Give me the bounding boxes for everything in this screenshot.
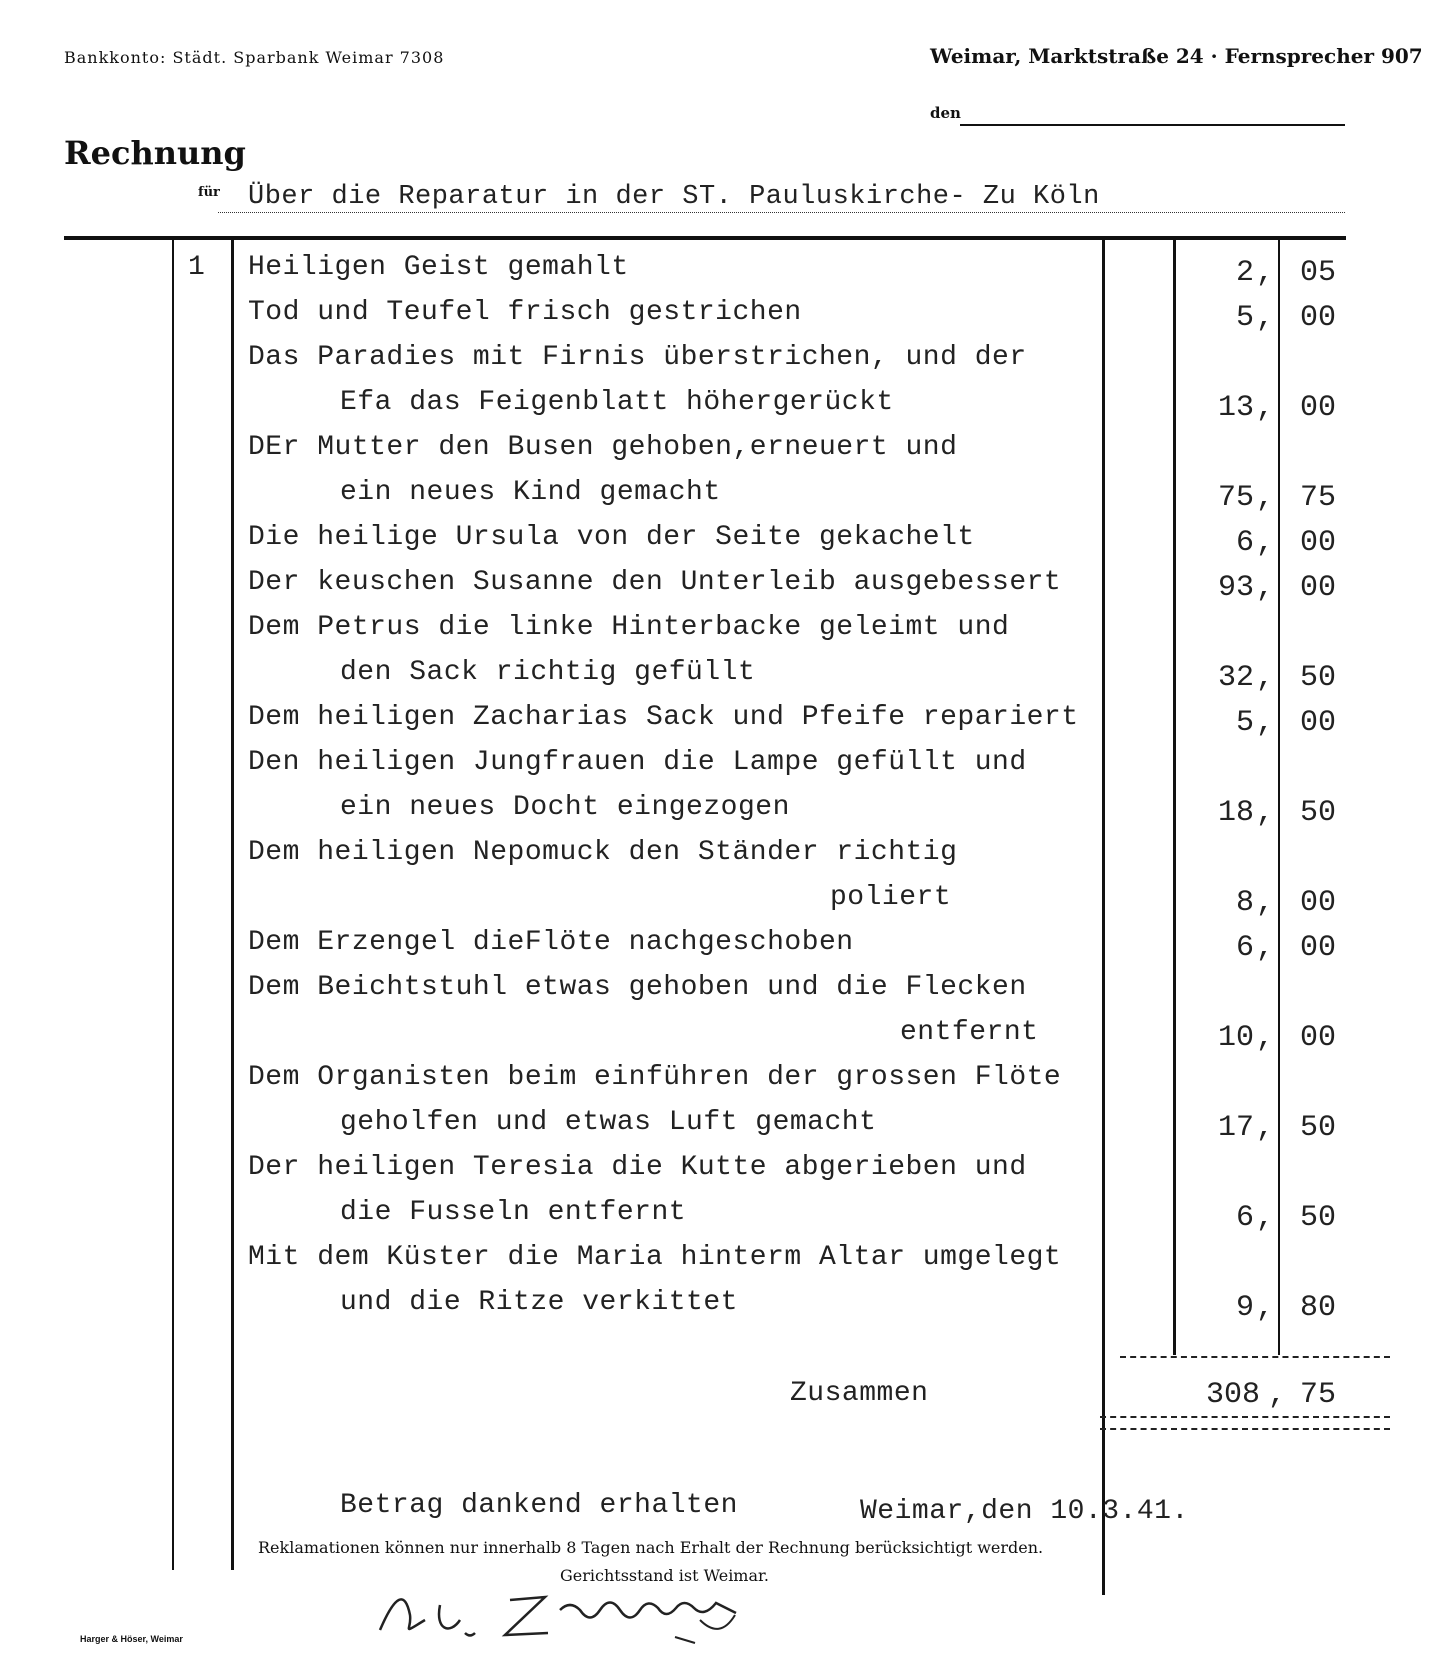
item-amount-comma: ,	[1256, 661, 1275, 695]
item-description: Dem Organisten beim einführen der grossen Flöte	[248, 1062, 1062, 1093]
item-amount-mark: 13	[1217, 391, 1254, 425]
item-amount-pf: 50	[1300, 1201, 1337, 1235]
item-amount-comma: ,	[1256, 706, 1275, 740]
item-amount-mark: 32	[1217, 661, 1254, 695]
item-description-continued: Efa das Feigenblatt höhergerückt	[340, 387, 894, 418]
invoice-title: Rechnung	[64, 134, 246, 172]
item-description-continued: den Sack richtig gefüllt	[340, 657, 756, 688]
item-description: Mit dem Küster die Maria hinterm Altar umgelegt	[248, 1242, 1062, 1273]
item-amount-pf: 00	[1300, 571, 1337, 605]
item-amount-pf: 00	[1300, 706, 1337, 740]
item-description: Dem Beichtstuhl etwas gehoben und die Flecken	[248, 972, 1027, 1003]
item-amount-comma: ,	[1256, 391, 1275, 425]
column-rule-left	[172, 240, 174, 1570]
item-amount-mark: 5	[1235, 301, 1254, 335]
column-rule-pf	[1278, 240, 1280, 1355]
item-amount-pf: 50	[1300, 1111, 1337, 1145]
total-rule-bottom-1	[1100, 1416, 1390, 1418]
item-description-continued: und die Ritze verkittet	[340, 1287, 738, 1318]
company-address: Weimar, Marktstraße 24 · Fernsprecher 907	[930, 44, 1423, 68]
jurisdiction-note: Gerichtsstand ist Weimar.	[560, 1566, 769, 1585]
item-description: DEr Mutter den Busen gehoben,erneuert und	[248, 432, 958, 463]
column-rule-desc	[231, 240, 234, 1570]
total-comma: ,	[1268, 1378, 1287, 1412]
item-description: Den heiligen Jungfrauen die Lampe gefüllt und	[248, 747, 1027, 778]
item-amount-pf: 80	[1300, 1291, 1337, 1325]
item-description-continued: die Fusseln entfernt	[340, 1197, 687, 1228]
bank-account: Bankkonto: Städt. Sparbank Weimar 7308	[64, 48, 445, 67]
total-mark: 308	[1206, 1378, 1261, 1412]
subject-dotted-line	[218, 212, 1345, 213]
item-amount-comma: ,	[1256, 256, 1275, 290]
item-amount-pf: 50	[1300, 796, 1337, 830]
item-amount-comma: ,	[1256, 886, 1275, 920]
item-description: Heiligen Geist gemahlt	[248, 252, 629, 283]
item-amount-mark: 2	[1235, 256, 1254, 290]
item-description: Der keuschen Susanne den Unterleib ausgebessert	[248, 567, 1062, 598]
item-amount-mark: 8	[1235, 886, 1254, 920]
item-description: Dem Erzengel dieFlöte nachgeschoben	[248, 927, 854, 958]
item-description: Die heilige Ursula von der Seite gekachelt	[248, 522, 975, 553]
total-label: Zusammen	[790, 1378, 929, 1409]
item-description-continued: entfernt	[900, 1017, 1039, 1048]
item-amount-comma: ,	[1256, 1291, 1275, 1325]
item-description-continued: ein neues Docht eingezogen	[340, 792, 790, 823]
complaints-note: Reklamationen können nur innerhalb 8 Tagen nach Erhalt der Rechnung berücksichtigt werden.	[258, 1538, 1044, 1557]
item-description: Dem heiligen Nepomuck den Ständer richtig	[248, 837, 958, 868]
item-amount-mark: 6	[1235, 526, 1254, 560]
column-rule-mark	[1173, 240, 1176, 1355]
column-rule-mid	[1102, 240, 1105, 1595]
date-label: den	[930, 104, 961, 122]
total-pf: 75	[1300, 1378, 1337, 1412]
item-amount-pf: 00	[1300, 301, 1337, 335]
item-amount-comma: ,	[1256, 571, 1275, 605]
item-description: Dem heiligen Zacharias Sack und Pfeife repariert	[248, 702, 1079, 733]
date-line	[960, 124, 1345, 126]
position-number: 1	[188, 252, 206, 283]
item-amount-mark: 75	[1217, 481, 1254, 515]
item-description: Tod und Teufel frisch gestrichen	[248, 297, 802, 328]
item-amount-pf: 50	[1300, 661, 1337, 695]
total-rule-bottom-2	[1100, 1428, 1390, 1430]
item-amount-comma: ,	[1256, 301, 1275, 335]
place-date: Weimar,den 10.3.41.	[860, 1496, 1189, 1527]
printer-imprint: Harger & Höser, Weimar	[80, 1634, 183, 1644]
item-amount-mark: 9	[1235, 1291, 1254, 1325]
item-amount-pf: 00	[1300, 391, 1337, 425]
item-description: Dem Petrus die linke Hinterbacke geleimt und	[248, 612, 1010, 643]
item-amount-comma: ,	[1256, 931, 1275, 965]
received-note: Betrag dankend erhalten	[340, 1490, 738, 1521]
item-amount-mark: 5	[1235, 706, 1254, 740]
item-amount-pf: 00	[1300, 1021, 1337, 1055]
signature-text: Ph. G. Zimmermann	[380, 1647, 391, 1648]
item-amount-comma: ,	[1256, 1111, 1275, 1145]
item-description-continued: poliert	[830, 882, 952, 913]
item-amount-pf: 00	[1300, 886, 1337, 920]
item-amount-comma: ,	[1256, 526, 1275, 560]
item-amount-mark: 17	[1217, 1111, 1254, 1145]
total-rule-top	[1120, 1356, 1390, 1358]
item-amount-mark: 93	[1217, 571, 1254, 605]
item-amount-mark: 6	[1235, 1201, 1254, 1235]
item-amount-mark: 6	[1235, 931, 1254, 965]
item-amount-pf: 00	[1300, 931, 1337, 965]
item-amount-mark: 18	[1217, 796, 1254, 830]
item-amount-pf: 75	[1300, 481, 1337, 515]
item-description: Das Paradies mit Firnis überstrichen, und der	[248, 342, 1027, 373]
item-description: Der heiligen Teresia die Kutte abgerieben und	[248, 1152, 1027, 1183]
item-amount-comma: ,	[1256, 1021, 1275, 1055]
item-amount-pf: 05	[1300, 256, 1337, 290]
item-description-continued: ein neues Kind gemacht	[340, 477, 721, 508]
item-description-continued: geholfen und etwas Luft gemacht	[340, 1107, 877, 1138]
item-amount-comma: ,	[1256, 481, 1275, 515]
invoice-subject: Über die Reparatur in der ST. Pauluskirche- Zu Köln	[248, 182, 1100, 212]
item-amount-comma: ,	[1256, 1201, 1275, 1235]
signature-graphic	[370, 1575, 790, 1650]
item-amount-mark: 10	[1217, 1021, 1254, 1055]
item-amount-comma: ,	[1256, 796, 1275, 830]
item-amount-pf: 00	[1300, 526, 1337, 560]
table-top-rule	[64, 236, 1346, 240]
for-label: für	[198, 185, 220, 200]
